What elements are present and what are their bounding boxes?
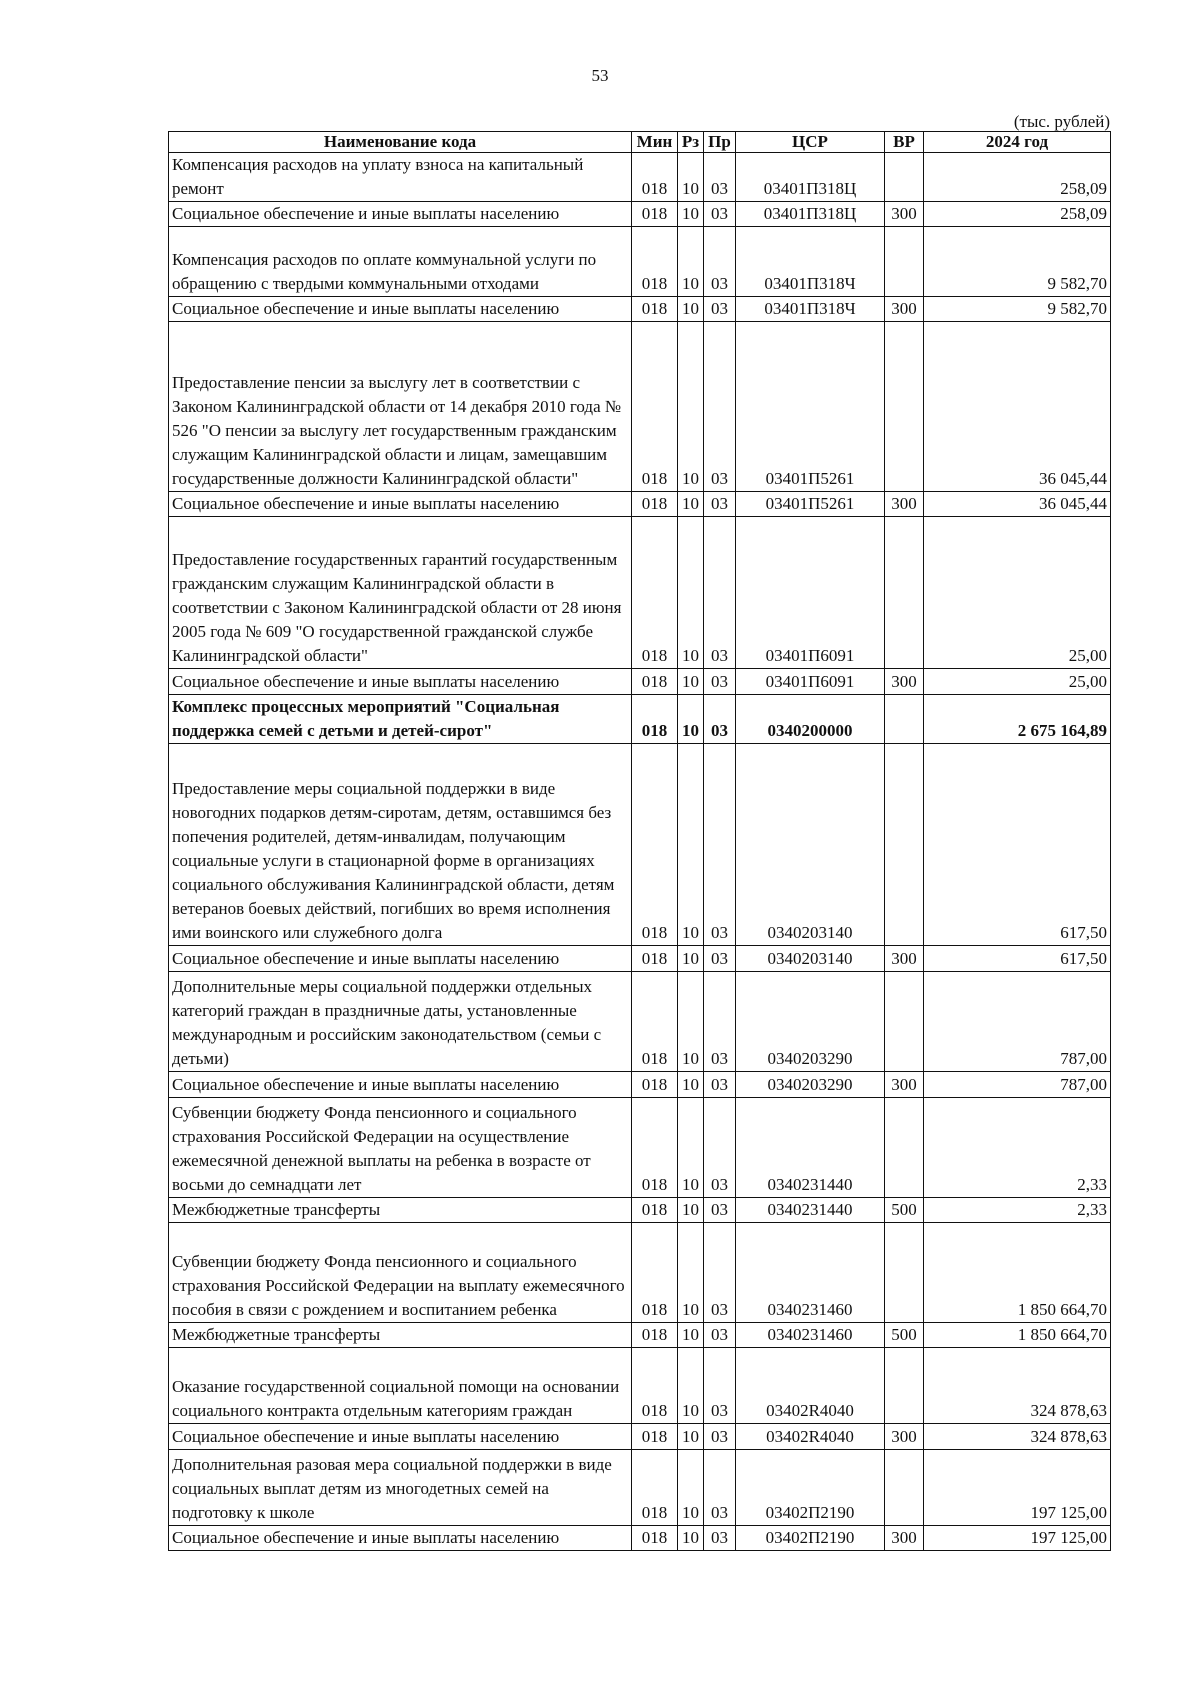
row-vr bbox=[885, 1348, 924, 1424]
row-rz: 10 bbox=[678, 322, 704, 492]
row-vr bbox=[885, 517, 924, 669]
row-amount: 258,09 bbox=[924, 153, 1111, 202]
row-pr: 03 bbox=[704, 972, 736, 1072]
row-rz: 10 bbox=[678, 1223, 704, 1323]
table-row bbox=[169, 153, 1111, 202]
row-amount: 258,09 bbox=[924, 202, 1111, 227]
row-name: Компенсация расходов по оплате коммунальной услуги по обращению с твердыми коммунальными отходами bbox=[169, 227, 632, 297]
row-amount: 25,00 bbox=[924, 517, 1111, 669]
row-vr bbox=[885, 744, 924, 946]
row-rz: 10 bbox=[678, 1424, 704, 1450]
row-name: Предоставление государственных гарантий государственным гражданским служащим Калининградской области в соответствии с Законом Калининградской области от 28 июня 2005 года № 609 "О государственной гражданской службе Калининградской области" bbox=[169, 517, 632, 669]
row-csr: 0340231440 bbox=[736, 1198, 885, 1223]
row-csr: 03401П318Ц bbox=[736, 202, 885, 227]
table-row bbox=[169, 1450, 1111, 1526]
row-min: 018 bbox=[632, 669, 678, 695]
row-rz: 10 bbox=[678, 972, 704, 1072]
row-csr: 03401П5261 bbox=[736, 492, 885, 517]
row-amount: 36 045,44 bbox=[924, 492, 1111, 517]
row-csr: 0340200000 bbox=[736, 695, 885, 744]
row-amount: 324 878,63 bbox=[924, 1348, 1111, 1424]
row-min: 018 bbox=[632, 227, 678, 297]
row-csr: 0340203290 bbox=[736, 972, 885, 1072]
row-rz: 10 bbox=[678, 227, 704, 297]
row-vr bbox=[885, 153, 924, 202]
row-amount: 787,00 bbox=[924, 1072, 1111, 1098]
row-rz: 10 bbox=[678, 1348, 704, 1424]
row-pr: 03 bbox=[704, 1098, 736, 1198]
row-name: Социальное обеспечение и иные выплаты населению bbox=[169, 1526, 632, 1551]
row-min: 018 bbox=[632, 1424, 678, 1450]
units-label: (тыс. рублей) bbox=[1013, 112, 1110, 131]
row-name: Социальное обеспечение и иные выплаты населению bbox=[169, 669, 632, 695]
row-rz: 10 bbox=[678, 1526, 704, 1551]
row-csr: 03401П318Ц bbox=[736, 153, 885, 202]
row-csr: 03401П5261 bbox=[736, 322, 885, 492]
row-vr: 300 bbox=[885, 202, 924, 227]
budget-table bbox=[168, 131, 1111, 1551]
table-row bbox=[169, 1526, 1111, 1551]
row-min: 018 bbox=[632, 1098, 678, 1198]
table-row bbox=[169, 669, 1111, 695]
row-min: 018 bbox=[632, 946, 678, 972]
row-amount: 36 045,44 bbox=[924, 322, 1111, 492]
row-csr: 03401П6091 bbox=[736, 517, 885, 669]
col-header-vr: ВР bbox=[885, 132, 924, 153]
row-min: 018 bbox=[632, 1223, 678, 1323]
col-header-csr: ЦСР bbox=[736, 132, 885, 153]
table-row bbox=[169, 1198, 1111, 1223]
row-min: 018 bbox=[632, 322, 678, 492]
row-name: Дополнительная разовая мера социальной поддержки в виде социальных выплат детям из многодетных семей на подготовку к школе bbox=[169, 1450, 632, 1526]
row-min: 018 bbox=[632, 202, 678, 227]
row-min: 018 bbox=[632, 517, 678, 669]
row-pr: 03 bbox=[704, 669, 736, 695]
table-row bbox=[169, 322, 1111, 492]
row-pr: 03 bbox=[704, 1072, 736, 1098]
row-amount: 197 125,00 bbox=[924, 1526, 1111, 1551]
table-row bbox=[169, 1323, 1111, 1348]
row-pr: 03 bbox=[704, 1526, 736, 1551]
row-name: Предоставление пенсии за выслугу лет в соответствии с Законом Калининградской области от 14 декабря 2010 года № 526 "О пенсии за выслугу лет государственным гражданским служащим Калининградской области и лицам, замещавшим государственные должности Калининградской области" bbox=[169, 322, 632, 492]
row-csr: 03402R4040 bbox=[736, 1348, 885, 1424]
row-vr bbox=[885, 1223, 924, 1323]
row-pr: 03 bbox=[704, 492, 736, 517]
row-min: 018 bbox=[632, 153, 678, 202]
row-vr: 300 bbox=[885, 492, 924, 517]
row-vr bbox=[885, 1450, 924, 1526]
table-row bbox=[169, 492, 1111, 517]
row-min: 018 bbox=[632, 492, 678, 517]
row-rz: 10 bbox=[678, 297, 704, 322]
table-row bbox=[169, 1223, 1111, 1323]
row-rz: 10 bbox=[678, 1072, 704, 1098]
row-min: 018 bbox=[632, 1198, 678, 1223]
row-vr: 500 bbox=[885, 1198, 924, 1223]
row-name: Социальное обеспечение и иные выплаты населению bbox=[169, 202, 632, 227]
row-name: Социальное обеспечение и иные выплаты населению bbox=[169, 297, 632, 322]
row-min: 018 bbox=[632, 1450, 678, 1526]
row-pr: 03 bbox=[704, 227, 736, 297]
row-vr: 300 bbox=[885, 297, 924, 322]
row-rz: 10 bbox=[678, 153, 704, 202]
col-header-year: 2024 год bbox=[924, 132, 1111, 153]
row-vr: 300 bbox=[885, 1424, 924, 1450]
row-amount: 197 125,00 bbox=[924, 1450, 1111, 1526]
row-name: Субвенции бюджету Фонда пенсионного и социального страхования Российской Федерации на выплату ежемесячного пособия в связи с рождением и воспитанием ребенка bbox=[169, 1223, 632, 1323]
row-vr bbox=[885, 1098, 924, 1198]
row-amount: 617,50 bbox=[924, 946, 1111, 972]
row-vr: 300 bbox=[885, 1526, 924, 1551]
row-amount: 1 850 664,70 bbox=[924, 1223, 1111, 1323]
row-amount: 2,33 bbox=[924, 1198, 1111, 1223]
row-pr: 03 bbox=[704, 695, 736, 744]
row-vr: 300 bbox=[885, 1072, 924, 1098]
row-pr: 03 bbox=[704, 744, 736, 946]
col-header-min: Мин bbox=[632, 132, 678, 153]
row-csr: 03402R4040 bbox=[736, 1424, 885, 1450]
row-min: 018 bbox=[632, 744, 678, 946]
row-pr: 03 bbox=[704, 297, 736, 322]
row-csr: 0340203290 bbox=[736, 1072, 885, 1098]
table-row bbox=[169, 517, 1111, 669]
row-csr: 03401П318Ч bbox=[736, 297, 885, 322]
row-amount: 1 850 664,70 bbox=[924, 1323, 1111, 1348]
row-vr bbox=[885, 972, 924, 1072]
row-csr: 0340231460 bbox=[736, 1223, 885, 1323]
row-csr: 03402П2190 bbox=[736, 1450, 885, 1526]
row-pr: 03 bbox=[704, 946, 736, 972]
row-min: 018 bbox=[632, 695, 678, 744]
row-name: Социальное обеспечение и иные выплаты населению bbox=[169, 946, 632, 972]
row-csr: 03401П318Ч bbox=[736, 227, 885, 297]
row-name: Предоставление меры социальной поддержки в виде новогодних подарков детям-сиротам, детям, оставшимся без попечения родителей, детям-инвалидам, получающим социальные услуги в стационарной форме в организациях социального обслуживания Калининградской области, детям ветеранов боевых действий, погибших во время исполнения ими воинского или служебного долга bbox=[169, 744, 632, 946]
row-min: 018 bbox=[632, 297, 678, 322]
row-rz: 10 bbox=[678, 517, 704, 669]
row-rz: 10 bbox=[678, 695, 704, 744]
row-vr bbox=[885, 227, 924, 297]
col-header-pr: Пр bbox=[704, 132, 736, 153]
row-name: Комплекс процессных мероприятий "Социальная поддержка семей с детьми и детей-сирот" bbox=[169, 695, 632, 744]
row-vr: 300 bbox=[885, 946, 924, 972]
row-vr: 500 bbox=[885, 1323, 924, 1348]
table-row bbox=[169, 202, 1111, 227]
row-amount: 25,00 bbox=[924, 669, 1111, 695]
row-pr: 03 bbox=[704, 1223, 736, 1323]
row-name: Субвенции бюджету Фонда пенсионного и социального страхования Российской Федерации на осуществление ежемесячной денежной выплаты на ребенка в возрасте от восьми до семнадцати лет bbox=[169, 1098, 632, 1198]
row-rz: 10 bbox=[678, 1198, 704, 1223]
row-rz: 10 bbox=[678, 1450, 704, 1526]
row-pr: 03 bbox=[704, 1450, 736, 1526]
row-name: Оказание государственной социальной помощи на основании социального контракта отдельным категориям граждан bbox=[169, 1348, 632, 1424]
row-name: Социальное обеспечение и иные выплаты населению bbox=[169, 1424, 632, 1450]
row-name: Социальное обеспечение и иные выплаты населению bbox=[169, 1072, 632, 1098]
row-csr: 03401П6091 bbox=[736, 669, 885, 695]
row-vr: 300 bbox=[885, 669, 924, 695]
row-amount: 2 675 164,89 bbox=[924, 695, 1111, 744]
table-row bbox=[169, 1072, 1111, 1098]
table-row-group bbox=[169, 695, 1111, 744]
row-amount: 324 878,63 bbox=[924, 1424, 1111, 1450]
row-vr bbox=[885, 322, 924, 492]
row-pr: 03 bbox=[704, 1198, 736, 1223]
table-row bbox=[169, 1098, 1111, 1198]
row-rz: 10 bbox=[678, 1323, 704, 1348]
row-min: 018 bbox=[632, 1348, 678, 1424]
row-pr: 03 bbox=[704, 202, 736, 227]
row-rz: 10 bbox=[678, 946, 704, 972]
row-name: Межбюджетные трансферты bbox=[169, 1323, 632, 1348]
row-rz: 10 bbox=[678, 1098, 704, 1198]
row-name: Компенсация расходов на уплату взноса на капитальный ремонт bbox=[169, 153, 632, 202]
col-header-rz: Рз bbox=[678, 132, 704, 153]
table-header-row bbox=[169, 132, 1111, 153]
row-rz: 10 bbox=[678, 202, 704, 227]
row-min: 018 bbox=[632, 1072, 678, 1098]
page-number: 53 bbox=[591, 66, 609, 85]
row-csr: 0340203140 bbox=[736, 744, 885, 946]
row-rz: 10 bbox=[678, 492, 704, 517]
table-row bbox=[169, 972, 1111, 1072]
table-row bbox=[169, 297, 1111, 322]
row-pr: 03 bbox=[704, 517, 736, 669]
row-csr: 0340231460 bbox=[736, 1323, 885, 1348]
row-csr: 0340203140 bbox=[736, 946, 885, 972]
row-min: 018 bbox=[632, 972, 678, 1072]
row-amount: 617,50 bbox=[924, 744, 1111, 946]
row-rz: 10 bbox=[678, 669, 704, 695]
row-pr: 03 bbox=[704, 1323, 736, 1348]
row-csr: 0340231440 bbox=[736, 1098, 885, 1198]
row-min: 018 bbox=[632, 1526, 678, 1551]
row-amount: 9 582,70 bbox=[924, 227, 1111, 297]
row-amount: 787,00 bbox=[924, 972, 1111, 1072]
table-row bbox=[169, 227, 1111, 297]
table-row bbox=[169, 1424, 1111, 1450]
row-name: Дополнительные меры социальной поддержки отдельных категорий граждан в праздничные даты, установленные международным и российским законодательством (семьи с детьми) bbox=[169, 972, 632, 1072]
row-name: Межбюджетные трансферты bbox=[169, 1198, 632, 1223]
row-vr bbox=[885, 695, 924, 744]
row-min: 018 bbox=[632, 1323, 678, 1348]
row-pr: 03 bbox=[704, 153, 736, 202]
row-pr: 03 bbox=[704, 1424, 736, 1450]
row-name: Социальное обеспечение и иные выплаты населению bbox=[169, 492, 632, 517]
col-header-name: Наименование кода bbox=[169, 132, 632, 153]
row-amount: 2,33 bbox=[924, 1098, 1111, 1198]
row-rz: 10 bbox=[678, 744, 704, 946]
row-csr: 03402П2190 bbox=[736, 1526, 885, 1551]
row-pr: 03 bbox=[704, 1348, 736, 1424]
table-row bbox=[169, 946, 1111, 972]
row-amount: 9 582,70 bbox=[924, 297, 1111, 322]
row-pr: 03 bbox=[704, 322, 736, 492]
table-row bbox=[169, 1348, 1111, 1424]
table-row bbox=[169, 744, 1111, 946]
